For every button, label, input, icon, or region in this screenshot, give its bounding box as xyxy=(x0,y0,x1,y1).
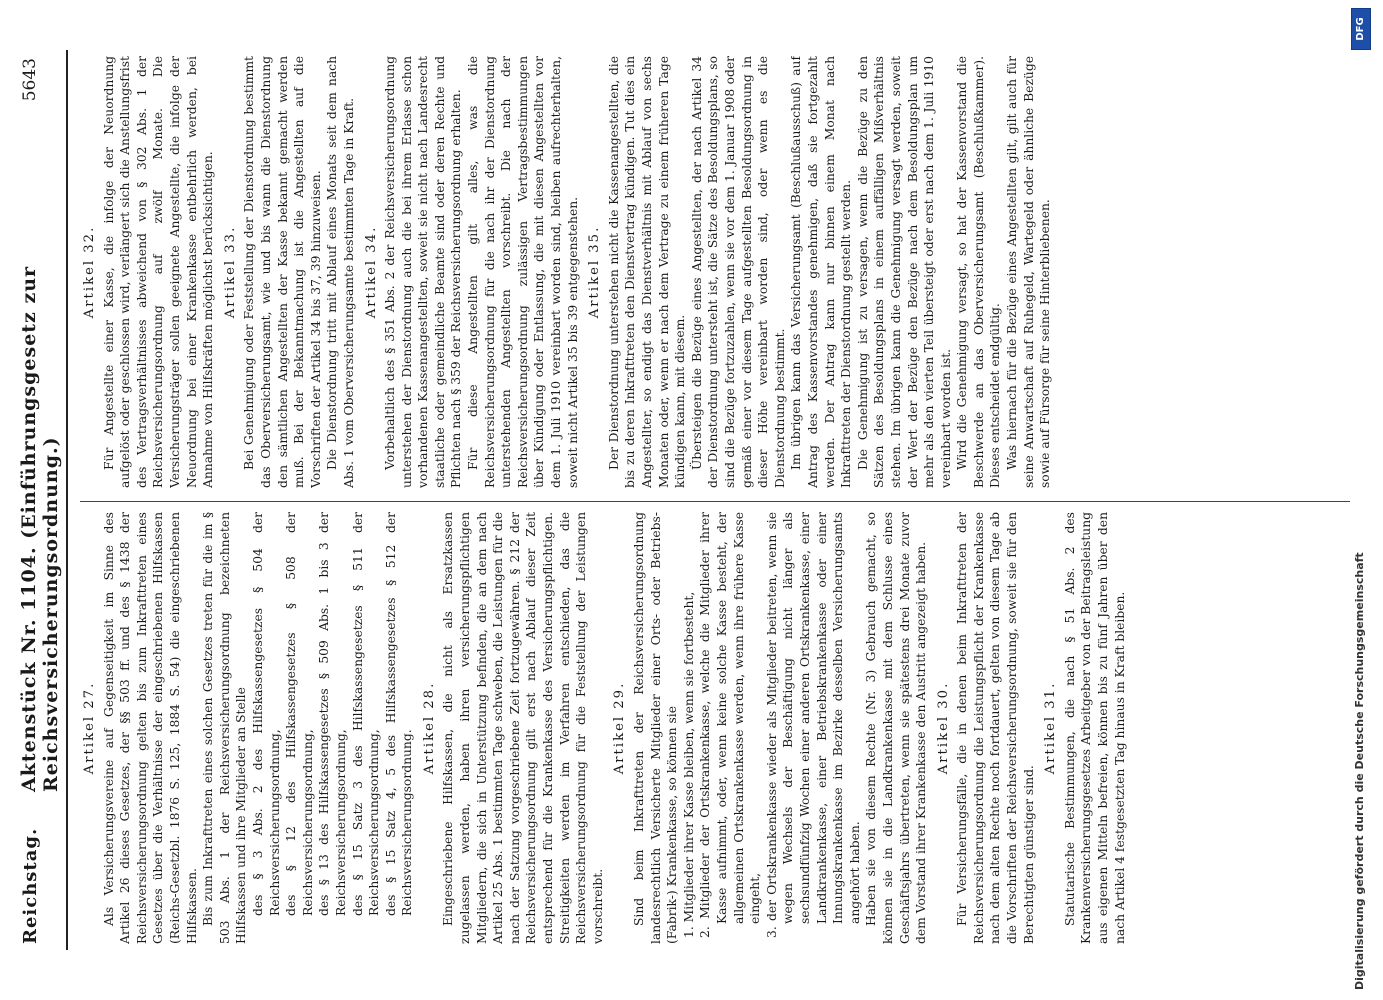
header-left: Reichstag. xyxy=(20,827,41,944)
article-34-paragraph-2: Für diese Angestellten gilt alles, was die Reichsversicherungsordnung für die nach ihr der Dienstordnung unterstehenden Angestellten vorschreibt. Die nach der Reichsversicherungsordnung zulässigen Vertragsbestimmungen über Kündigung oder Entlassung, die mit diesen Angestellten vor dem 1. Juli 1910 vereinbart worden sind, bleiben aufrechterhalten, soweit nicht Artikel 35 bis 39 entgegenstehen. xyxy=(466,56,580,488)
left-column xyxy=(76,512,1356,944)
page-number: 5643 xyxy=(20,58,40,102)
article-35-paragraph-3: Im übrigen kann das Versicherungsamt (Beschlußausschuß) auf Antrag des Kassenvorstandes genehmigen, daß sie fortgezahlt werden. Der Antrag kann nur binnen einem Monat nach Inkrafttreten der Dienstordnung gestellt werden. xyxy=(789,56,854,488)
article-27-item-2: des § 12 des Hilfskassengesetzes § 508 der Reichsversicherungsordnung, xyxy=(284,512,315,916)
page-header xyxy=(8,52,68,952)
article-29-paragraph-1: Sind beim Inkrafttreten der Reichsversicherungsordnung landesrechtlich Versicherte Mitglieder einer Orts- oder Betriebs- (Fabrik-) Krankenkasse, so können sie xyxy=(632,512,680,944)
digitization-footer xyxy=(1350,0,1374,1000)
article-35-paragraph-4: Die Genehmigung ist zu versagen, wenn die Bezüge zu den Sätzen des Besoldungsplans in einem auffälligen Mißverhältnis stehen. Im übrigen kann die Genehmigung versagt werden, soweit der Wert der Bezüge den Bezüge nach dem Besoldungsplan um mehr als den vierten Teil übersteigt oder erst nach dem 1. Juli 1910 vereinbart worden ist. xyxy=(855,56,953,488)
article-31-paragraph-1: Statutarische Bestimmungen, die nach § 51 Abs. 2 des Krankenversicherungsgesetzes Arbeitgeber von der Beitragsleistung aus eigenen Mitteln befreien, können bis zu fünf Jahren über den nach Artikel 4 festgesetzten Tag hinaus in Kraft bleiben. xyxy=(1062,512,1127,944)
article-31-title: Artikel 31. xyxy=(1043,681,1059,775)
article-34-title: Artikel 34. xyxy=(363,225,379,319)
article-30-title: Artikel 30. xyxy=(935,681,951,775)
article-27-item-5: des § 15 Satz 4, 5 des Hilfskassengesetzes § 512 der Reichsversicherungsordnung. xyxy=(383,512,415,916)
article-27-item-3: des § 13 des Hilfskassengesetzes § 509 Abs. 1 bis 3 der Reichsversicherungsordnung, xyxy=(317,512,348,916)
article-33-title: Artikel 33. xyxy=(222,225,238,319)
article-33-paragraph-1: Bei Genehmigung oder Feststellung der Dienstordnung bestimmt das Oberversicherungsamt, wie und bis wann die Dienstordnung den sämtlichen Angestellten der Kasse bekannt gemacht werden muß. Bei der Bekanntmachung ist die Angestellten auf die Vorschriften der Artikel 34 bis 37, 39 hinzuweisen. xyxy=(242,56,323,488)
article-35-paragraph-5: Wird die Genehmigung versagt, so hat der Kassenvorstand die Beschwerde an das Oberversicherungsamt (Beschlußkammer). Dieses entscheidet endgültig. xyxy=(955,56,1003,488)
article-32-paragraph-1: Für Angestellte einer Kasse, die infolge der Neuordnung aufgelöst oder geschlossen wird, verlängert sich die Anstellungsfrist des Vertragsverhältnisses abweichend von § 302 Abs. 1 der Reichsversicherungsordnung auf zwölf Monate. Die Versicherungsträger sollen geeignete Angestellte, die infolge der Neuordnung bei einer Krankenkasse entbehrlich werden, bei Annahme von Hilfskräften möglichst berücksichtigen. xyxy=(101,56,216,488)
article-35-paragraph-6: Was hiernach für die Bezüge eines Angestellten gilt, gilt auch für seine Anwartschaft auf Ruhegeld, Wartegeld oder ähnliche Bezüge sowie auf Fürsorge für seine Hinterbliebenen. xyxy=(1005,56,1053,488)
right-column xyxy=(76,56,1356,488)
article-35-title: Artikel 35. xyxy=(587,225,603,319)
header-title: Aktenstück Nr. 1104. (Einführungsgesetz zur Reichsversicherungsordnung.) xyxy=(18,265,62,792)
article-29-item-3: 3. der Ortskrankenkasse wieder als Mitglieder beitreten, wenn sie wegen Wechsels der Beschäftigung nicht länger als sechsundfünfzig Wochen einer anderen Ortskrankenkasse, einer Landkrankenkasse, einer Betriebskrankenkasse oder einer Innungskrankenkasse im Bezirke desselben Versicherungsamts angehört haben. xyxy=(764,512,862,938)
column-divider xyxy=(80,501,1350,502)
article-29-item-2: 2. Mitglieder der Ortskrankenkasse, welche die Mitglieder ihrer Kasse aufnimmt, oder, wenn keine solche Kasse besteht, der allgemeinen Ortskrankenkasse werden, wenn ihre frühere Kasse eingeht, xyxy=(698,512,763,938)
article-27-item-4: des § 15 Satz 3 des Hilfskassengesetzes § 511 der Reichsversicherungsordnung, xyxy=(350,512,382,916)
article-34-paragraph-1: Vorbehaltlich des § 351 Abs. 2 der Reichsversicherungsordnung unterstehen der Dienstordnung auch die bei ihrem Erlasse schon vorhandenen Kassenangestellten, soweit sie nicht nach Landesrecht staatliche oder gemeindliche Beamte sind oder deren Rechte und Pflichten nach § 359 der Reichsversicherungsordnung erhalten. xyxy=(383,56,464,488)
article-35-paragraph-1: Der Dienstordnung unterstehen nicht die Kassenangestellten, die bis zu deren Inkrafttreten den Dienstvertrag kündigen. Tut dies ein Angestellter, so endigt das Dienstverhältnis mit Ablauf von sechs Monaten oder, wenn er nach dem Vertrage zu einem früheren Tage kündigen kann, mit diesem. xyxy=(606,56,688,488)
article-33-paragraph-2: Die Dienstordnung tritt mit Ablauf eines Monats seit dem nach Abs. 1 vom Oberversicherungsamte bestimmten Tage in Kraft. xyxy=(325,56,356,488)
article-30-paragraph-1: Für Versicherungsfälle, die in denen beim Inkrafttreten der Reichsversicherungsordnung die Leistungspflicht der Krankenkasse nach dem alten Rechte noch fortdauert, gelten von diesem Tage ab die Vorschriften der Reichsversicherungsordnung, soweit sie für den Berechtigten günstiger sind. xyxy=(955,512,1036,944)
funding-credit: Digitalisierung gefördert durch die Deutsche Forschungsgemeinschaft xyxy=(1353,552,1366,990)
article-28-title: Artikel 28. xyxy=(421,681,437,775)
article-28-paragraph-1: Eingeschriebene Hilfskassen, die nicht als Ersatzkassen zugelassen werden, haben ihren versicherungspflichtigen Mitgliedern, die sich in Unterstützung befinden, die an dem nach Artikel 25 Abs. 1 bestimmten Tage schweben, die Leistungen für die nach der Satzung vorgeschriebene Zeit fortzugewähren. § 212 der Reichsversicherungsordnung gilt erst nach Ablauf dieser Zeit entsprechend für die Krankenkasse des Versicherungspflichtigen. Streitigkeiten werden im Verfahren entschieden, das die Reichsversicherungsordnung für die Feststellung der Leistungen vorschreibt. xyxy=(441,512,605,944)
article-32-title: Artikel 32. xyxy=(82,225,97,319)
article-27-title: Artikel 27. xyxy=(82,681,97,775)
article-27-paragraph-2: Bis zum Inkrafttreten eines solchen Gesetzes treten für die im § 503 Abs. 1 der Reichsversicherungsordnung bezeichneten Hilfskassen und ihre Mitglieder an Stelle xyxy=(201,512,249,944)
article-29-item-1: 1. Mitglieder ihrer Kasse bleiben, wenn sie fortbesteht, xyxy=(681,591,696,938)
article-29-title: Artikel 29. xyxy=(612,681,628,775)
header-rule xyxy=(66,50,68,950)
article-27-paragraph-1: Als Versicherungsvereine auf Gegenseitigkeit im Sinne des Artikel 26 dieses Gesetzes, der §§ 503 ff. und des § 1438 der Reichsversicherungsordnung gelten bis zum Inkrafttreten eines Gesetzes über die Verhältnisse der eingeschriebenen Hilfskassen (Reichs-Gesetzbl. 1876 S. 125, 1884 S. 54) die eingeschriebenen Hilfskassen. xyxy=(101,512,199,944)
article-27-item-1: des § 3 Abs. 2 des Hilfskassengesetzes § 504 der Reichsversicherungsordnung, xyxy=(250,512,282,916)
article-29-paragraph-2: Haben sie von diesem Rechte (Nr. 3) Gebrauch gemacht, so können sie in die Landkrankenkasse mit dem Schlusse eines Geschäftsjahrs übertreten, wenn sie spätestens drei Monate zuvor dem Vorstand ihrer Krankenkasse den Austritt angezeigt haben. xyxy=(864,512,929,944)
dfg-logo-icon: DFG xyxy=(1351,8,1371,50)
article-35-paragraph-2: Übersteigen die Bezüge eines Angestellten, der nach Artikel 34 der Dienstordnung untersteht ist, die Sätze des Besoldungsplans, so sind die Bezüge fortzuzahlen, wenn sie vor dem 1. Januar 1908 oder gemäß einer vor diesem Tage aufgestellten Besoldungsordnung in dieser Höhe vereinbart worden sind, oder wenn es die Dienstordnung bestimmt. xyxy=(689,56,787,488)
